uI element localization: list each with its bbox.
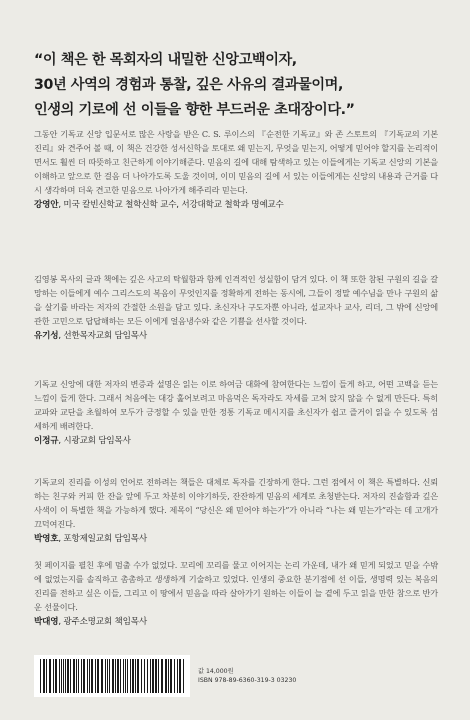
pull-quote [34, 48, 444, 123]
author-role: , 미국 칼빈신학교 철학신학 교수, 서강대학교 철학과 명예교수 [58, 200, 284, 211]
barcode-bar [174, 659, 175, 693]
author-name: 강영안 [34, 200, 59, 211]
barcode-bar [89, 659, 90, 693]
barcode-bar [91, 659, 93, 693]
endorsement-text: 기독교 신앙에 대한 저자의 변증과 설명은 읽는 이로 하여금 대화에 참여한다는 느낌이 들게 하고, 어떤 고백을 듣는 느낌이 들게 한다. 그래서 처음에는 대강 훑어보려고 마음먹은 독자라도 자세를 고쳐 앉지 않을 수 없게 만든다. 특히 교파와 교단을 초월하여 모두가 긍정할 수 있을 만한 정통 기독교 메시지를 초신자가 쉽고 즐거이 읽을 수 있도록 섬세하게 배려한다. [34, 379, 438, 432]
barcode-bar [73, 659, 75, 693]
barcode-bar [87, 659, 88, 693]
barcode-bar [112, 659, 114, 693]
pull-quote-line: 30년 사역의 경험과 통찰, 깊은 사유의 결과물이며, [34, 77, 343, 93]
author-name: 박영호 [34, 534, 59, 545]
pull-quote-line: “이 책은 한 목회자의 내밀한 신앙고백이자, [34, 52, 297, 68]
barcode-bar [170, 659, 172, 693]
author-role: , 광주소명교회 책임목사 [58, 617, 147, 628]
barcode-bar [123, 659, 124, 693]
endorsement [34, 272, 438, 342]
author-role: , 포항제일교회 담임목사 [58, 534, 147, 545]
barcode-bar [165, 659, 167, 693]
barcode-bar [127, 659, 128, 693]
endorsement-text: 김영봉 목사의 글과 책에는 깊은 사고의 탁월함과 함께 인격적인 성실함이 담겨 있다. 이 책 또한 참된 구원의 길을 갈망하는 이들에게 예수 그리스도의 복음이 무엇인지를 정확하게 전하는 동시에, 그들이 정말 예수님을 만나 구원의 삶을 살기를 바라는 저자의 간절한 소원을 담고 있다. 초신자나 구도자뿐 아니라, 설교자나 교사, 리더, 그 밖에 신앙에 관한 고민으로 답답해하는 모든 이에게 얼음냉수와 같은 기쁨을 선사할 것이다. [34, 274, 438, 327]
barcode-bar [55, 659, 57, 693]
barcode-bar [67, 659, 69, 693]
endorsement-text: 기독교의 진리를 이성의 언어로 전하려는 책들은 대체로 독자를 긴장하게 한다. 그런 점에서 이 책은 특별하다. 신뢰하는 친구와 커피 한 잔을 앞에 두고 차분히 이야기하듯, 잔잔하게 믿음의 세계로 초청받는다. 저자의 진솔함과 깊은 사색이 이 특별한 책을 가능하게 했다. 제목이 “당신은 왜 믿어야 하는가”가 아니라 “나는 왜 믿는가”라는 데 고개가 끄덕여진다. [34, 477, 438, 530]
barcode-bar [125, 659, 126, 693]
barcode-bar [155, 659, 157, 693]
isbn-label: ISBN 978-89-6360-319-3 03230 [198, 677, 297, 684]
barcode-bar [70, 659, 71, 693]
barcode-bar [120, 659, 121, 693]
barcode-bar [40, 659, 41, 693]
barcode-bar [78, 659, 79, 693]
barcode-bar [105, 659, 106, 693]
barcode-bar [76, 659, 77, 693]
endorsement-author [34, 330, 438, 342]
endorsement [34, 558, 438, 628]
barcode-bar [152, 659, 154, 693]
barcode-bar [63, 659, 64, 693]
barcode-bar [101, 659, 103, 693]
barcode-bar [150, 659, 151, 693]
endorsement-author [34, 533, 438, 545]
barcode-bar [46, 659, 47, 693]
author-role: , 선한목자교회 담임목사 [58, 331, 147, 342]
isbn-barcode [34, 655, 190, 697]
barcode-bar [107, 659, 108, 693]
barcode-bar [141, 659, 142, 693]
price-info [198, 667, 296, 685]
barcode-bar [179, 659, 181, 693]
barcode-bar [81, 659, 82, 693]
barcode-bar [147, 659, 148, 693]
barcode-bar [43, 659, 45, 693]
barcode-bar [83, 659, 85, 693]
barcode-bar [158, 659, 159, 693]
barcode-bar [137, 659, 139, 693]
barcode-bar [161, 659, 163, 693]
barcode-bar [61, 659, 62, 693]
price-label: 값 14,000원 [198, 668, 234, 675]
barcode-bar [168, 659, 169, 693]
author-role: , 시광교회 담임목사 [58, 436, 131, 447]
author-name: 유기성 [34, 331, 59, 342]
barcode-bar [115, 659, 116, 693]
endorsement [34, 377, 438, 447]
endorsement [34, 475, 438, 545]
barcode-bar [59, 659, 60, 693]
barcode-bar [135, 659, 136, 693]
barcode-bar [177, 659, 178, 693]
endorsement-author [34, 616, 438, 628]
endorsement [34, 127, 438, 211]
barcode-bar [97, 659, 99, 693]
pull-quote-line: 인생의 기로에 선 이들을 향한 부드러운 초대장이다.” [34, 102, 355, 118]
endorsement-text: 첫 페이지를 펼친 후에 멈출 수가 없었다. 꼬리에 꼬리를 물고 이어지는 논리 가운데, 내가 왜 믿게 되었고 믿을 수밖에 없었는지를 솔직하고 촘촘하고 생생하게 기술하고 있었다. 인생의 중요한 분기점에 선 이들, 생명력 있는 복음의 진리를 전하고 싶은 이들, 그리고 이 땅에서 믿음을 따라 살아가기 원하는 이들이 늘 곁에 두고 읽을 만한 참으로 반가운 선물이다. [34, 560, 438, 613]
barcode-bar [95, 659, 96, 693]
author-name: 이정규 [34, 436, 59, 447]
barcode-bar [117, 659, 119, 693]
barcode-bar [109, 659, 110, 693]
barcode-bar [65, 659, 66, 693]
barcode-bar [144, 659, 145, 693]
endorsement-author [34, 199, 438, 211]
barcode-bar [132, 659, 134, 693]
endorsement-text: 그동안 기독교 신앙 입문서로 많은 사랑을 받은 C. S. 루이스의 『순전한 기독교』와 존 스토트의 『기독교의 기본 진리』와 견주어 볼 때, 이 책은 건강한 성서신학을 토대로 왜 믿는지, 무엇을 믿는지, 어떻게 믿어야 할지를 논리적이면서도 훨씬 더 따뜻하고 친근하게 이야기해준다. 믿음의 길에 대해 탐색하고 있는 이들에게는 기독교 신앙의 기본을 이해하고 앞으로 한 걸음 더 나아가도록 도울 것이며, 이미 믿음의 길에 서 있는 이들에게는 신앙의 내용과 근거를 다시 생각하며 더욱 견고한 믿음으로 나아가게 해주리라 믿는다. [34, 129, 438, 196]
barcode-bar [53, 659, 54, 693]
author-name: 박대영 [34, 617, 59, 628]
barcode-bar [183, 659, 184, 693]
barcode-bar [130, 659, 131, 693]
barcode-bar [49, 659, 51, 693]
barcode-icon [34, 655, 190, 697]
endorsement-author [34, 435, 438, 447]
